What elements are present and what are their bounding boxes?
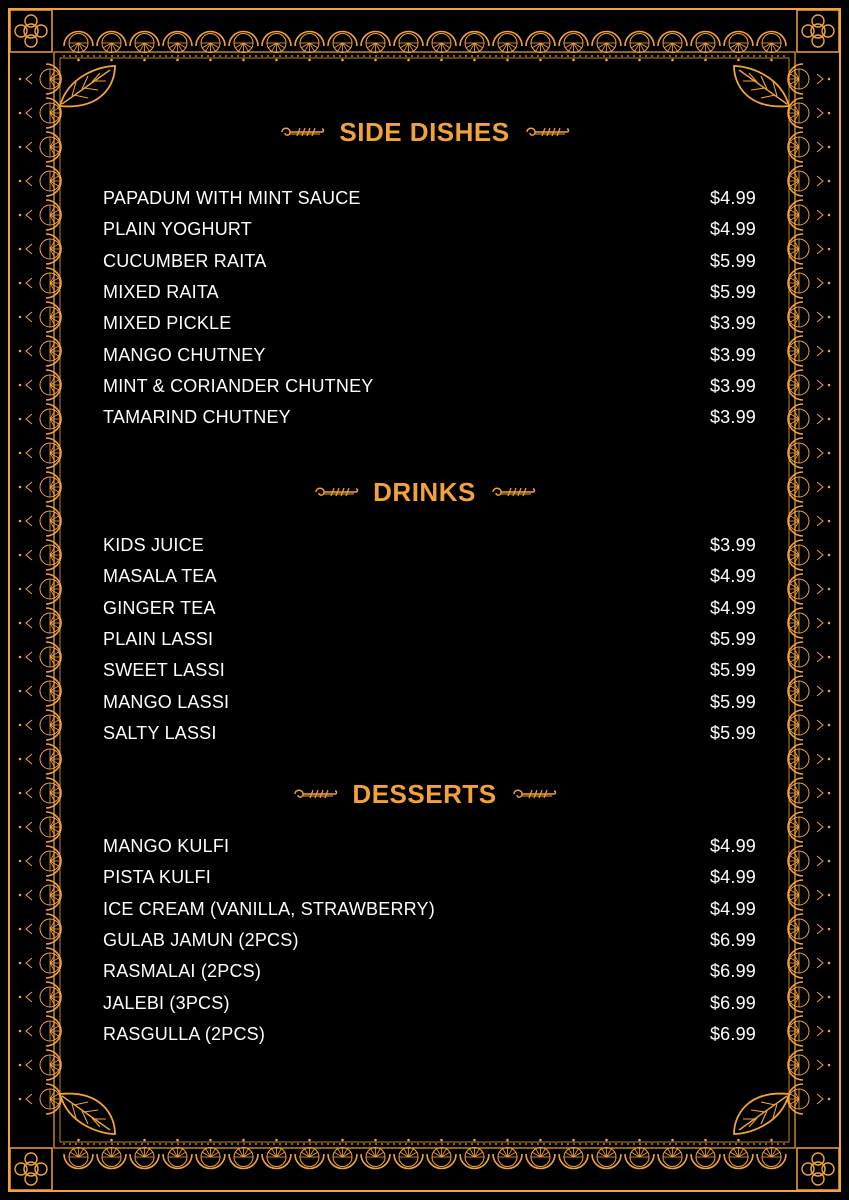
swirl-flourish-icon [511, 787, 557, 801]
item-name: RASGULLA (2PCS) [103, 1023, 266, 1044]
swirl-flourish-icon [524, 125, 570, 139]
item-name: GINGER TEA [103, 597, 216, 618]
menu-item [103, 308, 756, 339]
section-title-desserts: DESSERTS [352, 778, 497, 809]
menu-item [103, 246, 756, 277]
menu-item [103, 371, 756, 402]
item-price: $4.99 [709, 219, 756, 240]
item-price: $5.99 [709, 629, 756, 650]
item-price: $5.99 [709, 660, 756, 681]
item-price: $4.99 [709, 898, 756, 919]
item-name: JALEBI (3PCS) [103, 992, 230, 1013]
item-price: $4.99 [709, 597, 756, 618]
item-name: TAMARIND CHUTNEY [103, 407, 291, 428]
item-price: $3.99 [709, 375, 756, 396]
menu-item [103, 831, 756, 862]
menu-item [103, 718, 756, 749]
menu-item [103, 593, 756, 624]
menu-item [103, 624, 756, 655]
item-price: $3.99 [709, 344, 756, 365]
item-price: $6.99 [709, 961, 756, 982]
section-header-side-dishes [0, 112, 849, 152]
item-name: RASMALAI (2PCS) [103, 961, 262, 982]
item-name: PLAIN YOGHURT [103, 219, 252, 240]
menu-item [103, 214, 756, 245]
menu-item [103, 530, 756, 561]
section-header-desserts [0, 774, 849, 814]
menu-item [103, 862, 756, 893]
item-name: PLAIN LASSI [103, 629, 214, 650]
item-price: $4.99 [709, 867, 756, 888]
item-price: $5.99 [709, 282, 756, 303]
item-name: MASALA TEA [103, 566, 217, 587]
swirl-flourish-icon [292, 787, 338, 801]
item-name: ICE CREAM (VANILLA, STRAWBERRY) [103, 898, 435, 919]
menu-item [103, 339, 756, 370]
item-name: MANGO CHUTNEY [103, 344, 266, 365]
item-name: MIXED RAITA [103, 282, 219, 303]
item-name: KIDS JUICE [103, 535, 205, 556]
item-name: SWEET LASSI [103, 660, 225, 681]
drinks-list [103, 530, 756, 749]
item-name: MANGO LASSI [103, 691, 230, 712]
item-price: $3.99 [709, 313, 756, 334]
swirl-flourish-icon [313, 485, 359, 499]
menu-item [103, 655, 756, 686]
item-price: $6.99 [709, 992, 756, 1013]
item-price: $5.99 [709, 250, 756, 271]
item-name: MINT & CORIANDER CHUTNEY [103, 375, 374, 396]
section-title-drinks: DRINKS [373, 476, 476, 507]
item-price: $5.99 [709, 722, 756, 743]
item-price: $6.99 [709, 1023, 756, 1044]
swirl-flourish-icon [490, 485, 536, 499]
item-price: $4.99 [709, 836, 756, 857]
menu-item [103, 686, 756, 717]
item-price: $3.99 [709, 407, 756, 428]
item-name: GULAB JAMUN (2PCS) [103, 930, 299, 951]
menu-item [103, 956, 756, 987]
item-name: MANGO KULFI [103, 836, 230, 857]
side-dishes-list [103, 183, 756, 433]
menu-item [103, 402, 756, 433]
item-price: $5.99 [709, 691, 756, 712]
menu-item [103, 987, 756, 1018]
item-name: SALTY LASSI [103, 722, 217, 743]
item-price: $4.99 [709, 566, 756, 587]
desserts-list [103, 831, 756, 1050]
swirl-flourish-icon [279, 125, 325, 139]
item-name: CUCUMBER RAITA [103, 250, 267, 271]
section-title-side-dishes: SIDE DISHES [339, 116, 510, 147]
item-name: PAPADUM WITH MINT SAUCE [103, 188, 361, 209]
menu-item [103, 894, 756, 925]
menu-item [103, 1019, 756, 1050]
menu-item [103, 183, 756, 214]
menu-item [103, 925, 756, 956]
item-name: MIXED PICKLE [103, 313, 232, 334]
menu-item [103, 561, 756, 592]
section-header-drinks [0, 472, 849, 512]
menu-item [103, 277, 756, 308]
item-name: PISTA KULFI [103, 867, 211, 888]
item-price: $3.99 [709, 535, 756, 556]
item-price: $4.99 [709, 188, 756, 209]
item-price: $6.99 [709, 930, 756, 951]
